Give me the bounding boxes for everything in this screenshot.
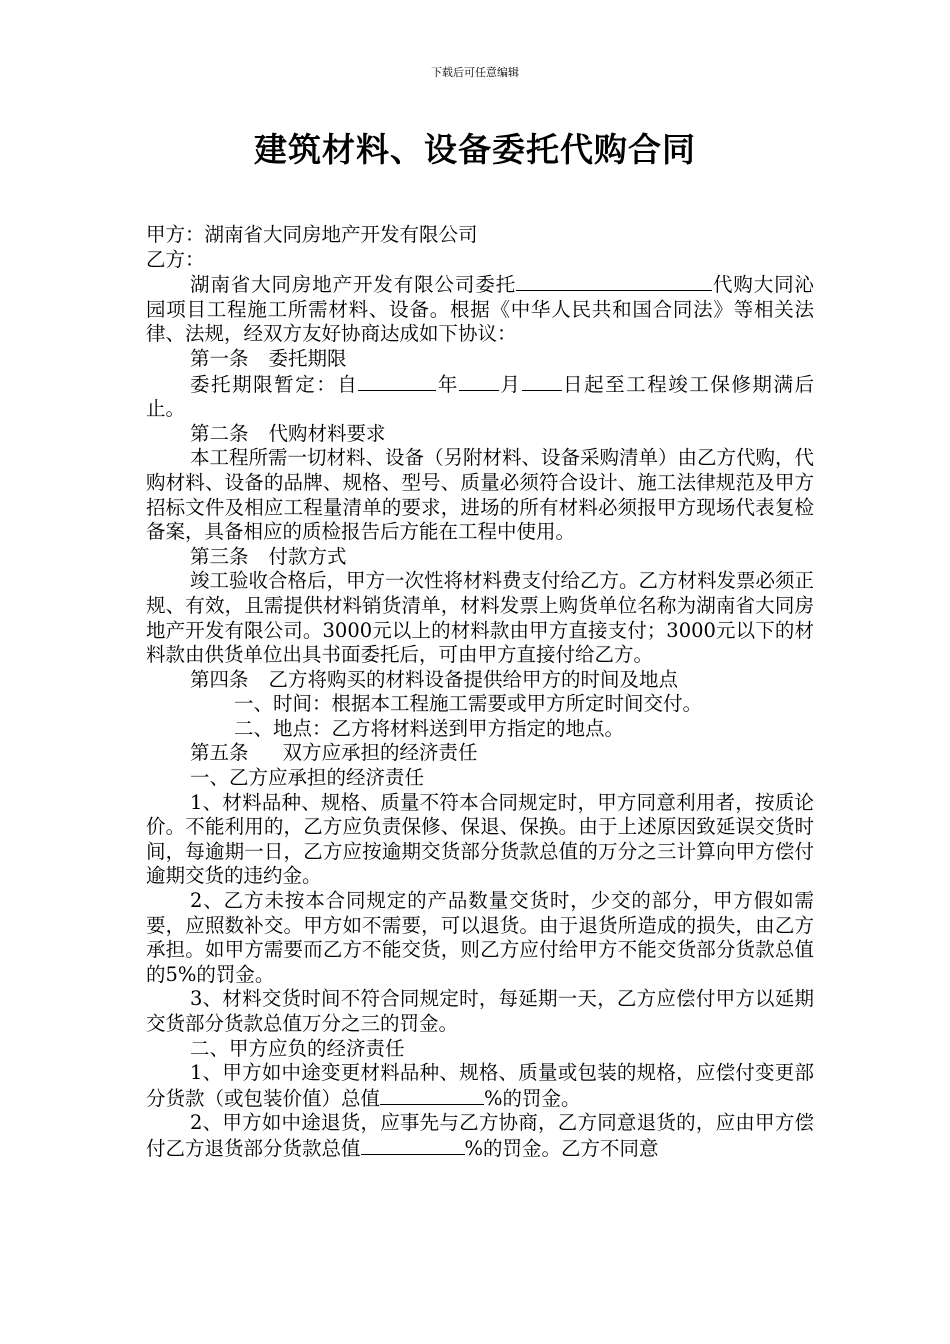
year-blank[interactable] — [358, 372, 436, 391]
article-5-section-b: 一、乙方应承担的经济责任 — [190, 766, 425, 790]
party-a: 甲方：湖南省大同房地产开发有限公司 — [146, 223, 478, 246]
article-2-heading: 第二条 代购材料要求 — [190, 421, 386, 445]
article-1-heading: 第一条 委托期限 — [190, 346, 347, 370]
article-3-heading: 第三条 付款方式 — [190, 544, 347, 568]
article-5-b-clause-2: 2、乙方未按本合同规定的产品数量交货时，少交的部分，甲方假如需要，应照数补交。甲方如不需要，可以退货。由于退货所造成的损失，由乙方承担。如甲方需要而乙方不能交货，则乙方应付给甲方不能交货部分货款总值的5%的罚金。 — [146, 889, 814, 986]
day-blank[interactable] — [522, 372, 562, 391]
article-5-b-clause-1: 1、材料品种、规格、质量不符本合同规定时，甲方同意利用者，按质论价。不能利用的，乙方应负责保修、保退、保换。由于上述原因致延误交货时间，每逾期一日，乙方应按逾期交货部分货款总值的万分之三计算向甲方偿付逾期交货的违约金。 — [146, 790, 814, 888]
intro-paragraph: 湖南省大同房地产开发有限公司委托 代购大同沁园项目工程施工所需材料、设备。根据《中华人民共和国合同法》等相关法律、法规，经双方友好协商达成如下协议： — [146, 273, 814, 346]
article-5-heading: 第五条 双方应承担的经济责任 — [190, 741, 478, 765]
article-4-item-place: 二、地点：乙方将材料送到甲方指定的地点。 — [234, 716, 625, 740]
page-header: 下载后可任意编辑 — [431, 66, 519, 79]
article-4-heading: 第四条 乙方将购买的材料设备提供给甲方的时间及地点 — [190, 667, 679, 691]
article-3-paragraph: 竣工验收合格后，甲方一次性将材料费支付给乙方。乙方材料发票必须正规、有效，且需提供材料销货清单，材料发票上购货单位名称为湖南省大同房地产开发有限公司。3000元以上的材料款由甲方直接支付；3000元以下的材料款由供货单位出具书面委托后，可由甲方直接付给乙方。 — [146, 569, 815, 667]
article-5-b-clause-3: 3、材料交货时间不符合同规定时，每延期一天，乙方应偿付甲方以延期交货部分货款总值万分之三的罚金。 — [146, 987, 814, 1035]
return-penalty-blank[interactable] — [361, 1136, 465, 1155]
article-4-item-time: 一、时间：根据本工程施工需要或甲方所定时间交付。 — [234, 692, 703, 716]
article-5-section-a: 二、甲方应负的经济责任 — [190, 1036, 405, 1060]
document-title: 建筑材料、设备委托代购合同 — [254, 130, 696, 169]
change-penalty-blank[interactable] — [380, 1086, 484, 1105]
article-1-paragraph: 委托期限暂定：自 年 月 日起至工程竣工保修期满后止。 — [146, 372, 814, 421]
party-b: 乙方： — [146, 247, 205, 271]
article-5-a-clause-2: 2、甲方如中途退货，应事先与乙方协商，乙方同意退货的，应由甲方偿付乙方退货部分货款总值 %的罚金。乙方不同意 — [146, 1111, 814, 1160]
month-blank[interactable] — [459, 372, 499, 391]
document-body — [146, 223, 814, 1162]
agent-name-blank[interactable] — [516, 272, 712, 291]
article-5-a-clause-1: 1、甲方如中途变更材料品种、规格、质量或包装的规格，应偿付变更部分货款（或包装价值）总值 %的罚金。 — [146, 1061, 814, 1110]
article-2-paragraph: 本工程所需一切材料、设备（另附材料、设备采购清单）由乙方代购，代购材料、设备的品牌、规格、型号、质量必须符合设计、施工法律规范及甲方招标文件及相应工程量清单的要求，进场的所有材料必须报甲方现场代表复检备案，具备相应的质检报告后方能在工程中使用。 — [146, 446, 815, 544]
